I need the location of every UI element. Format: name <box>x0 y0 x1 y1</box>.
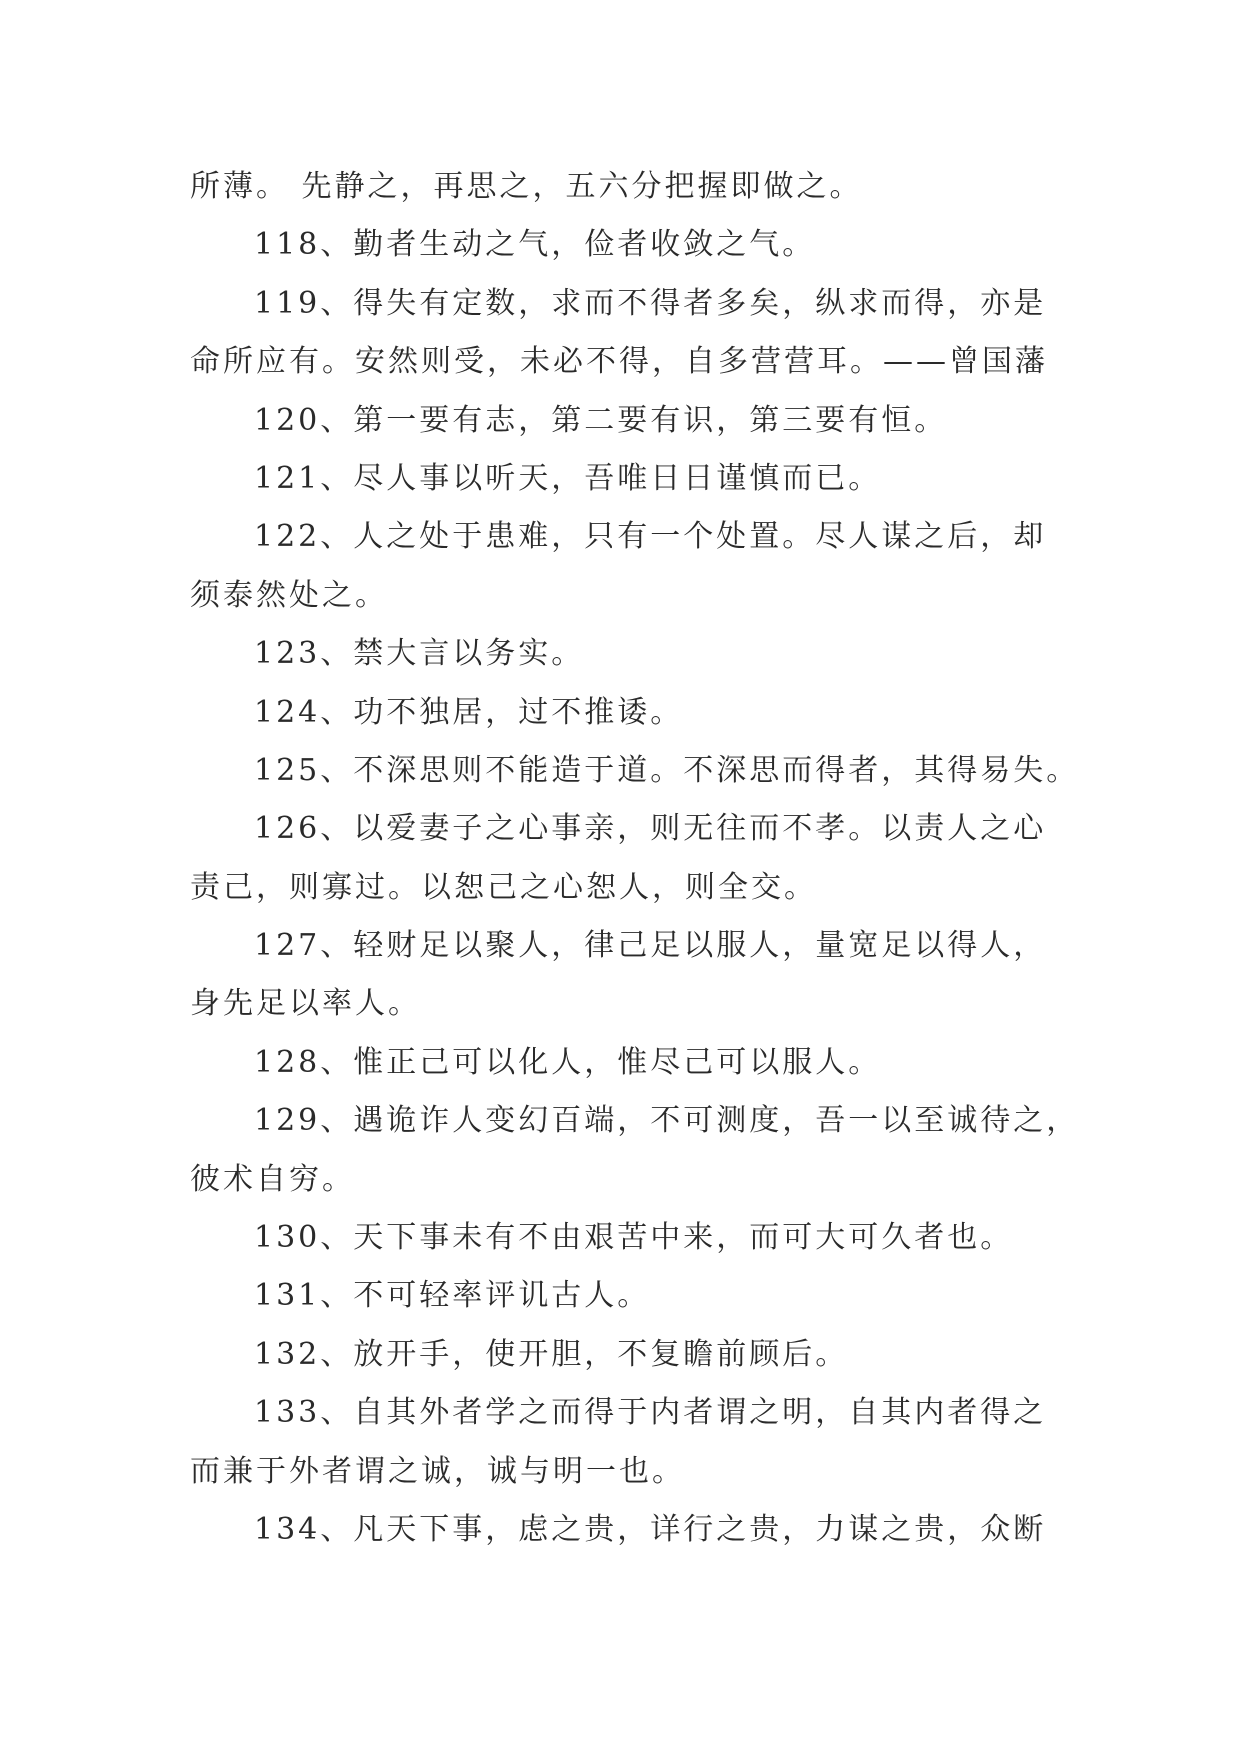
line-text: 127、轻财足以聚人，律己足以服人，量宽足以得人， <box>254 928 1047 964</box>
line-text: 132、放开手，使开胆，不复瞻前顾后。 <box>254 1336 849 1372</box>
line-text: 122、人之处于患难，只有一个处置。尽人谋之后，却 <box>254 519 1047 555</box>
text-line-21 <box>190 1326 1070 1384</box>
text-line-18 <box>190 1151 1070 1209</box>
line-text: 133、自其外者学之而得于内者谓之明，自其内者得之 <box>254 1395 1047 1431</box>
text-line-14 <box>190 917 1070 975</box>
text-line-23 <box>190 1443 1070 1501</box>
text-line-20 <box>190 1267 1070 1325</box>
line-text: 125、不深思则不能造于道。不深思而得者，其得易失。 <box>254 752 1080 788</box>
document-text-body <box>190 158 1080 1559</box>
line-text: 121、尽人事以听天，吾唯日日谨慎而已。 <box>254 460 882 496</box>
text-line-16 <box>190 1034 1070 1092</box>
line-text: 134、凡天下事，虑之贵，详行之贵，力谋之贵，众断 <box>254 1511 1047 1547</box>
text-line-22 <box>190 1384 1070 1442</box>
line-text: 所薄。 先静之，再思之，五六分把握即做之。 <box>190 169 863 204</box>
text-line-3 <box>190 275 1070 333</box>
text-line-15 <box>190 975 1070 1033</box>
line-text: 124、功不独居，过不推诿。 <box>254 694 684 730</box>
text-line-2 <box>190 216 1070 274</box>
text-line-24 <box>190 1501 1070 1559</box>
line-text: 129、遇诡诈人变幻百端，不可测度，吾一以至诚待之， <box>254 1103 1080 1139</box>
text-line-11 <box>190 742 1080 800</box>
text-line-13 <box>190 859 1070 917</box>
line-text: 120、第一要有志，第二要有识，第三要有恒。 <box>254 402 948 438</box>
line-text: 119、得失有定数，求而不得者多矣，纵求而得，亦是 <box>254 285 1047 321</box>
line-text: 责己，则寡过。以恕己之心恕人，则全交。 <box>190 869 817 905</box>
line-text: 126、以爱妻子之心事亲，则无往而不孝。以责人之心 <box>254 811 1047 847</box>
line-text: 130、天下事未有不由艰苦中来，而可大可久者也。 <box>254 1220 1014 1256</box>
line-text: 131、不可轻率评讥古人。 <box>254 1278 651 1314</box>
line-text: 身先足以率人。 <box>190 986 421 1022</box>
text-line-1 <box>190 158 1070 216</box>
text-line-8 <box>190 567 1070 625</box>
line-text: 128、惟正己可以化人，惟尽己可以服人。 <box>254 1044 882 1080</box>
line-text: 而兼于外者谓之诚，诚与明一也。 <box>190 1453 685 1489</box>
line-text: 命所应有。安然则受，未必不得，自多营营耳。——曾国藩 <box>190 344 1048 380</box>
text-line-19 <box>190 1209 1070 1267</box>
line-text: 123、禁大言以务实。 <box>254 636 585 672</box>
line-text: 须泰然处之。 <box>190 577 388 613</box>
text-line-5 <box>190 392 1070 450</box>
text-line-4 <box>190 333 1070 391</box>
text-line-12 <box>190 800 1070 858</box>
line-text: 彼术自穷。 <box>190 1161 355 1197</box>
text-line-10 <box>190 684 1070 742</box>
text-line-7 <box>190 508 1070 566</box>
text-line-9 <box>190 625 1070 683</box>
line-text: 118、勤者生动之气，俭者收敛之气。 <box>254 227 816 263</box>
text-line-6 <box>190 450 1070 508</box>
text-line-17 <box>190 1092 1080 1150</box>
